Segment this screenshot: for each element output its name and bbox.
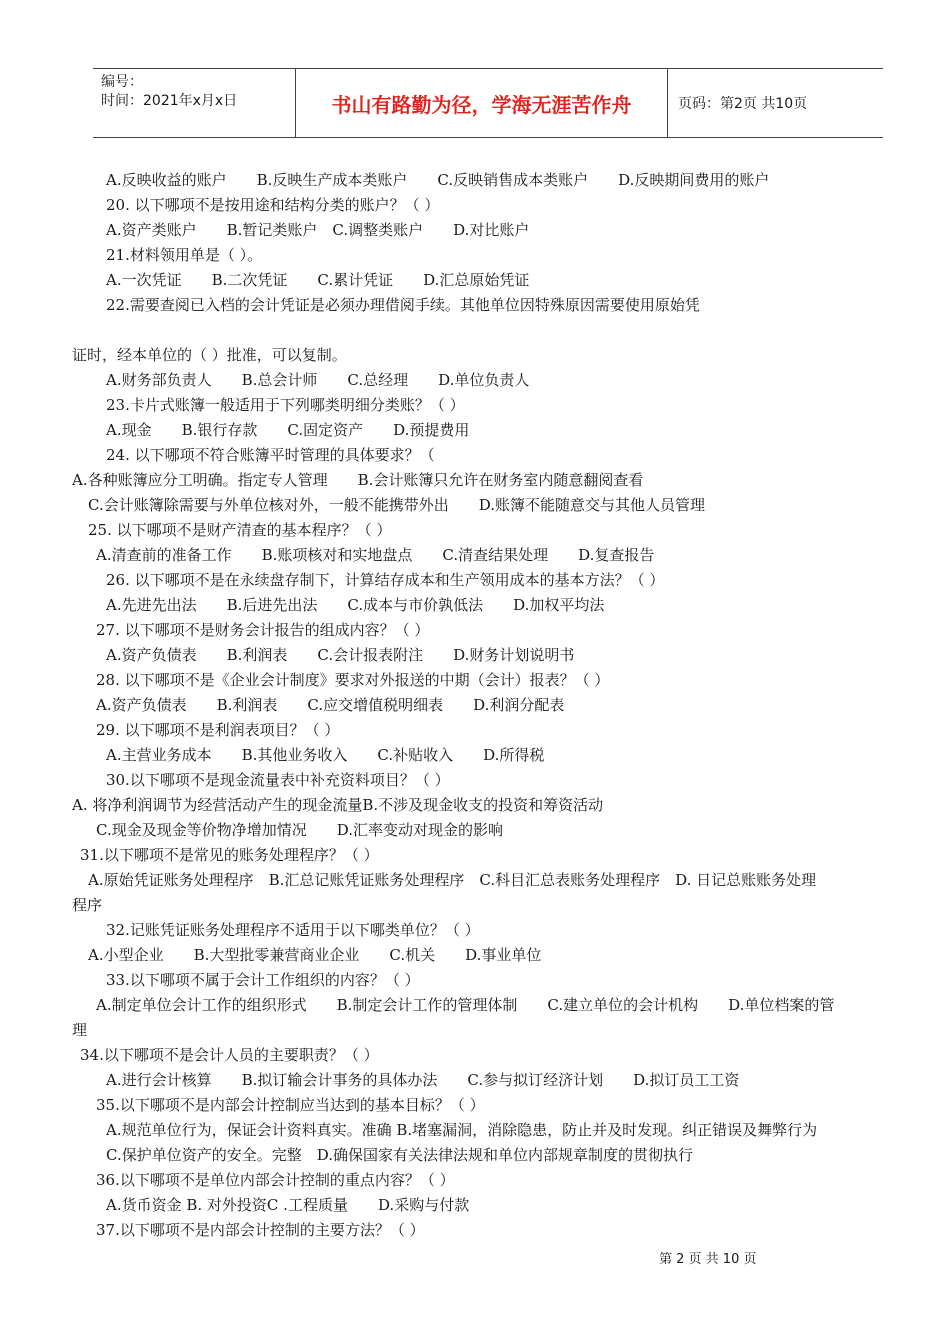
text-line: C.保护单位资产的安全。完整 D.确保国家有关法律法规和单位内部规章制度的贯彻执行: [106, 1146, 693, 1164]
page-header: [93, 68, 883, 138]
text-line: C.会计账簿除需要与外单位核对外，一般不能携带外出 D.账簿不能随意交与其他人员管理: [88, 496, 705, 514]
header-number-label: 编号：: [101, 74, 143, 90]
text-line: 证时，经本单位的（ ）批准，可以复制。: [72, 346, 347, 364]
text-line: 程序: [72, 896, 103, 914]
text-line: 35.以下哪项不是内部会计控制应当达到的基本目标？（ ）: [96, 1096, 485, 1114]
text-line: A.反映收益的账户 B.反映生产成本类账户 C.反映销售成本类账户 D.反映期间费用的账户: [106, 171, 770, 189]
text-line: 24. 以下哪项不符合账簿平时管理的具体要求？（: [106, 446, 435, 464]
text-line: A.一次凭证 B.二次凭证 C.累计凭证 D.汇总原始凭证: [106, 271, 530, 289]
header-motto: 书山有路勤为径，学海无涯苦作舟: [295, 69, 668, 137]
text-line: A.原始凭证账务处理程序 B.汇总记账凭证账务处理程序 C.科目汇总表账务处理程序 D. 日记总账账务处理: [88, 871, 817, 889]
text-line: A.资产负债表 B.利润表 C.应交增值税明细表 D.利润分配表: [96, 696, 565, 714]
text-line: 33.以下哪项不属于会计工作组织的内容？（ ）: [106, 971, 420, 989]
text-line: A.资产负债表 B.利润表 C.会计报表附注 D.财务计划说明书: [106, 646, 575, 664]
text-line: A.先进先出法 B.后进先出法 C.成本与市价孰低法 D.加权平均法: [106, 596, 605, 614]
header-page-info: 页码：第2页 共10页: [678, 96, 808, 112]
text-line: A.小型企业 B.大型批零兼营商业企业 C.机关 D.事业单位: [88, 946, 542, 964]
text-line: 36.以下哪项不是单位内部会计控制的重点内容？（ ）: [96, 1171, 455, 1189]
text-line: A.清查前的准备工作 B.账项核对和实地盘点 C.清查结果处理 D.复查报告: [96, 546, 655, 564]
text-line: A. 将净利润调节为经营活动产生的现金流量B.不涉及现金收支的投资和筹资活动: [72, 796, 604, 814]
text-line: 26. 以下哪项不是在永续盘存制下，计算结存成本和生产领用成本的基本方法？（ ）: [106, 571, 665, 589]
text-line: 29. 以下哪项不是利润表项目？（ ）: [96, 721, 340, 739]
text-line: C.现金及现金等价物净增加情况 D.汇率变动对现金的影响: [96, 821, 503, 839]
text-line: A.财务部负责人 B.总会计师 C.总经理 D.单位负责人: [106, 371, 530, 389]
text-line: 25. 以下哪项不是财产清查的基本程序？（ ）: [88, 521, 392, 539]
text-line: 28. 以下哪项不是《企业会计制度》要求对外报送的中期（会计）报表？（ ）: [96, 671, 610, 689]
text-line: 20. 以下哪项不是按用途和结构分类的账户？（ ）: [106, 196, 440, 214]
text-line: A.主营业务成本 B.其他业务收入 C.补贴收入 D.所得税: [106, 746, 545, 764]
header-time: 时间：2021年x月x日: [101, 93, 238, 109]
text-line: A.各种账簿应分工明确。指定专人管理 B.会计账簿只允许在财务室内随意翻阅查看: [72, 471, 644, 489]
text-line: 31.以下哪项不是常见的账务处理程序？（ ）: [80, 846, 379, 864]
page-footer: 第 2 页 共 10 页: [659, 1252, 757, 1267]
text-line: 22.需要查阅已入档的会计凭证是必须办理借阅手续。其他单位因特殊原因需要使用原始凭: [106, 296, 700, 314]
header-meta: [93, 69, 295, 137]
text-line: 21.材料领用单是（ ）。: [106, 246, 263, 264]
text-line: A.进行会计核算 B.拟订输会计事务的具体办法 C.参与拟订经济计划 D.拟订员工工资: [106, 1071, 740, 1089]
text-line: A.资产类账户 B.暂记类账户 C.调整类账户 D.对比账户: [106, 221, 530, 239]
text-line: 32.记账凭证账务处理程序不适用于以下哪类单位？（ ）: [106, 921, 480, 939]
text-line: A.货币资金 B. 对外投资C .工程质量 D.采购与付款: [106, 1196, 470, 1214]
text-line: 23.卡片式账簿一般适用于下列哪类明细分类账？（ ）: [106, 396, 465, 414]
text-line: A.制定单位会计工作的组织形式 B.制定会计工作的管理体制 C.建立单位的会计机构 D.单位档案的管: [96, 996, 835, 1014]
text-line: 34.以下哪项不是会计人员的主要职责？（ ）: [80, 1046, 379, 1064]
text-line: A.现金 B.银行存款 C.固定资产 D.预提费用: [106, 421, 470, 439]
text-line: A.规范单位行为，保证会计资料真实。准确 B.堵塞漏洞，消除隐患，防止并及时发现。纠正错误及舞弊行为: [106, 1121, 818, 1139]
text-line: 30.以下哪项不是现金流量表中补充资料项目？（ ）: [106, 771, 450, 789]
text-line: 理: [72, 1021, 88, 1039]
text-line: 37.以下哪项不是内部会计控制的主要方法？（ ）: [96, 1221, 425, 1239]
text-line: 27. 以下哪项不是财务会计报告的组成内容？（ ）: [96, 621, 430, 639]
